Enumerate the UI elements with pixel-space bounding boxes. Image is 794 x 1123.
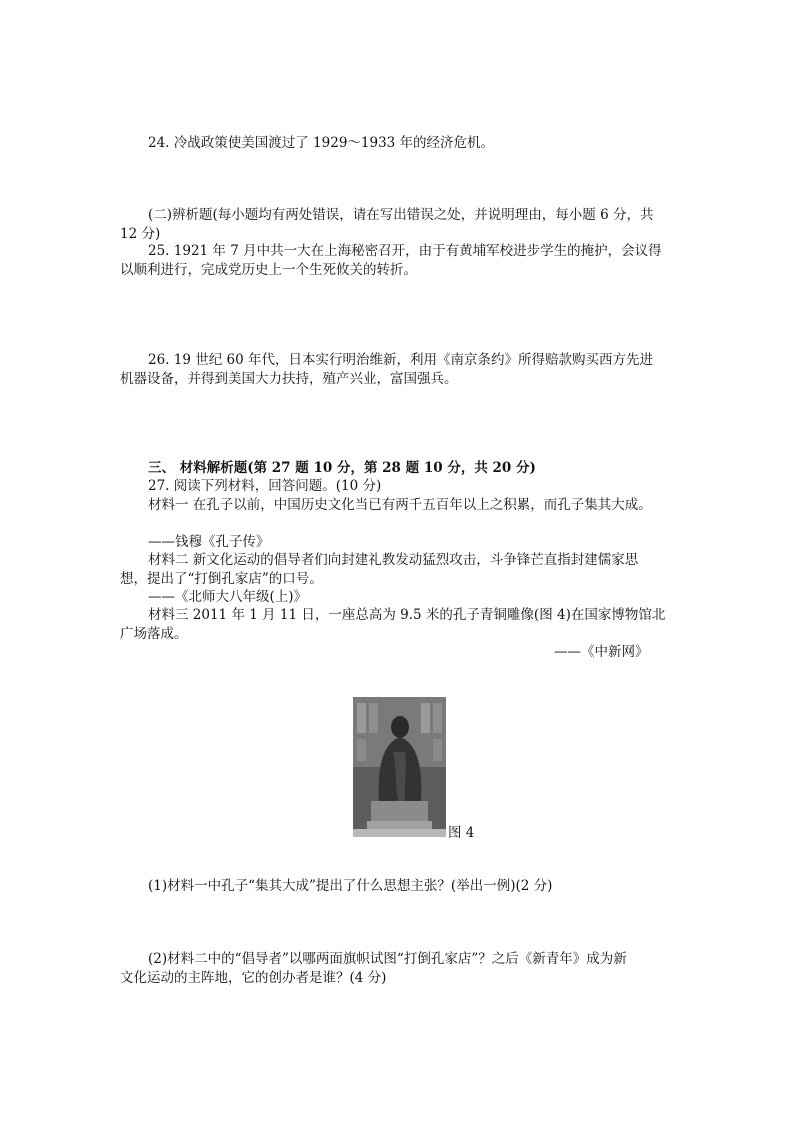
material-3-line1: 材料三 2011 年 1 月 11 日，一座总高为 9.5 米的孔子青铜雕像(图 4)在国家博物馆北 [148,607,666,623]
question-26-line1: 26. 19 世纪 60 年代，日本实行明治维新，利用《南京条约》所得赔款购买西方先进 [148,352,653,368]
material-3-line2: 广场落成。 [120,626,188,642]
question-26-line2: 机器设备，并得到美国大力扶持，殖产兴业，富国强兵。 [120,371,458,387]
question-24: 24. 冷战政策使美国渡过了 1929～1933 年的经济危机。 [148,135,495,151]
question-27-intro: 27. 阅读下列材料，回答问题。(10 分) [148,478,382,494]
question-27-sub2-line2: 文化运动的主阵地，它的创办者是谁？(4 分) [120,970,387,986]
section-3-heading: 三、 材料解析题(第 27 题 10 分，第 28 题 10 分，共 20 分) [148,460,536,476]
material-1-source: ——钱穆《孔子传》 [148,534,270,550]
question-27-sub1: (1)材料一中孔子“集其大成”提出了什么思想主张？(举出一例)(2 分) [148,878,553,894]
question-27-sub2-line1: (2)材料二中的“倡导者”以哪两面旗帜试图“打倒孔家店”？之后《新青年》成为新 [148,951,627,967]
figure-4-label: 图 4 [448,825,475,841]
section-2-heading-line2: 12 分) [120,226,161,242]
question-25-line2: 以顺利进行，完成党历史上一个生死攸关的转折。 [120,262,417,278]
material-2-line1: 材料二 新文化运动的倡导者们向封建礼教发动猛烈攻击，斗争锋芒直指封建儒家思 [148,552,639,568]
question-25-line1: 25. 1921 年 7 月中共一大在上海秘密召开，由于有黄埔军校进步学生的掩护，会议得 [148,243,662,259]
material-2-source: ——《北师大八年级(上)》 [148,589,308,605]
material-3-source: ——《中新网》 [554,644,649,660]
material-1: 材料一 在孔子以前，中国历史文化当已有两千五百年以上之积累，而孔子集其大成。 [148,497,652,513]
confucius-statue-photo [353,697,446,837]
section-2-heading-line1: (二)辨析题(每小题均有两处错误，请在写出错误之处，并说明理由，每小题 6 分，共 [148,207,654,223]
confucius-statue-icon [353,697,446,837]
material-2-line2: 想，提出了“打倒孔家店”的口号。 [120,571,323,587]
